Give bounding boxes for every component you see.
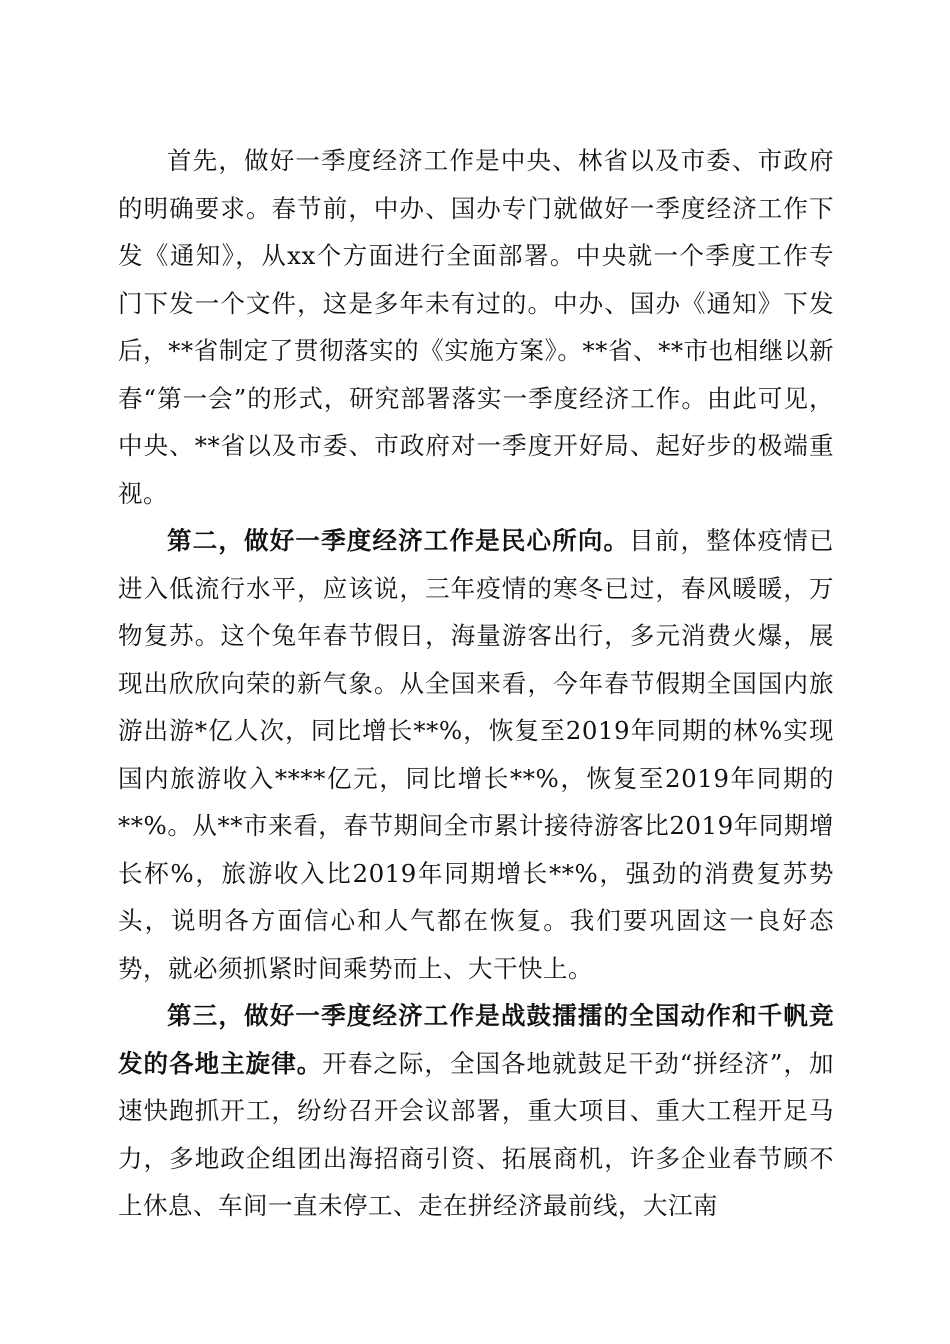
paragraph-3-text: 开春之际，全国各地就鼓足干劲“拼经济”，加速快跑抓开工，纷纷召开会议部署，重大项目、重大工程开足马力，多地政企组团出海招商引资、拓展商机，许多企业春节顾不上休息、车间一直未停工、走在拼经济最前线，大江南	[118, 1048, 834, 1220]
paragraph-1-text: 首先，做好一季度经济工作是中央、林省以及市委、市政府的明确要求。春节前，中办、国办专门就做好一季度经济工作下发《通知》，从xx个方面进行全面部署。中央就一个季度工作专门下发一个文件，这是多年未有过的。中办、国办《通知》下发后，**省制定了贯彻落实的《实施方案》。**省、**市也相继以新春“第一会”的形式，研究部署落实一季度经济工作。由此可见，中央、**省以及市委、市政府对一季度开好局、起好步的极端重视。	[118, 146, 834, 508]
paragraph-2	[118, 517, 834, 992]
paragraph-3-lead: 第三，做好一季度经济工作是战鼓擂擂的全国动作和千帆竞发的各地主旋律。	[118, 1001, 834, 1078]
paragraph-1	[118, 137, 834, 517]
paragraph-2-lead: 第二，做好一季度经济工作是民心所向。	[167, 526, 630, 555]
paragraph-2-text: 目前，整体疫情已进入低流行水平，应该说，三年疫情的寒冬已过，春风暖暖，万物复苏。这个兔年春节假日，海量游客出行，多元消费火爆，展现出欣欣向荣的新气象。从全国来看，今年春节假期全国国内旅游出游*亿人次，同比增长**%，恢复至2019年同期的林%实现国内旅游收入****亿元，同比增长**%，恢复至2019年同期的**%。从**市来看，春节期间全市累计接待游客比2019年同期增长杯%，旅游收入比2019年同期增长**%，强劲的消费复苏势头，说明各方面信心和人气都在恢复。我们要巩固这一良好态势，就必须抓紧时间乘势而上、大干快上。	[118, 526, 835, 983]
document-body	[118, 137, 834, 1230]
paragraph-3	[118, 992, 834, 1230]
